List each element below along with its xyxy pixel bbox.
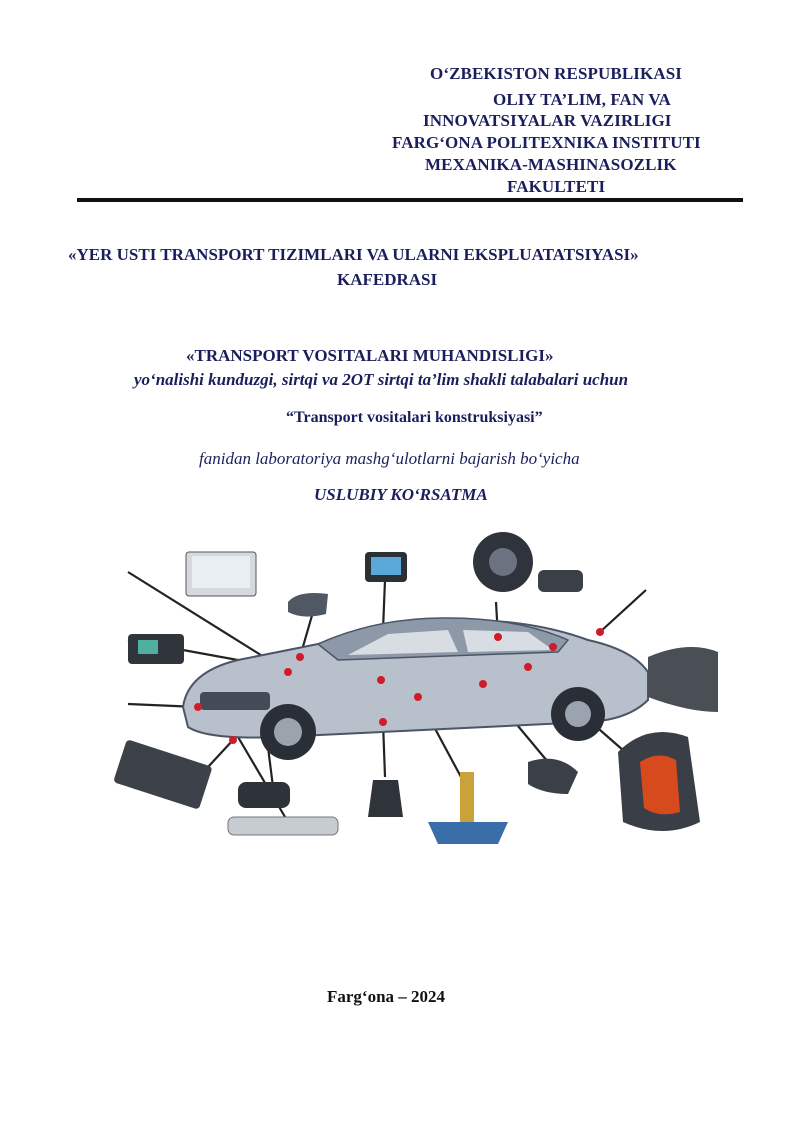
car-components-svg xyxy=(88,522,728,852)
ministry-line-2: OLIY TA’LIM, FAN VA xyxy=(493,90,671,109)
department-name: «YER USTI TRANSPORT TIZIMLARI VA ULARNI EKSPLUATATSIYASI» xyxy=(68,245,639,264)
faculty-line-2: FAKULTETI xyxy=(507,177,606,196)
direction-subtitle: yo‘nalishi kunduzgi, sirtqi va 2OT sirtqi ta’lim shakli talabalari uchun xyxy=(134,370,629,389)
direction-title: «TRANSPORT VOSITALARI MUHANDISLIGI» xyxy=(186,346,554,365)
car-components-illustration xyxy=(88,522,728,852)
subject-subtitle: fanidan laboratoriya mashg‘ulotlarni bajarish bo‘yicha xyxy=(199,449,580,468)
ministry-line-1: O‘ZBEKISTON RESPUBLIKASI xyxy=(430,64,682,83)
faculty-line-1: MEXANIKA-MASHINASOZLIK xyxy=(425,155,677,174)
subject-title: “Transport vositalari konstruksiyasi” xyxy=(286,409,543,426)
header-divider xyxy=(77,198,743,202)
city-year: Farg‘ona – 2024 xyxy=(327,987,446,1006)
institute-name: FARG‘ONA POLITEXNIKA INSTITUTI xyxy=(392,133,701,152)
document-type: USLUBIY KO‘RSATMA xyxy=(314,485,488,504)
department-label: KAFEDRASI xyxy=(337,270,438,289)
ministry-line-3: INNOVATSIYALAR VAZIRLIGI xyxy=(423,111,672,130)
